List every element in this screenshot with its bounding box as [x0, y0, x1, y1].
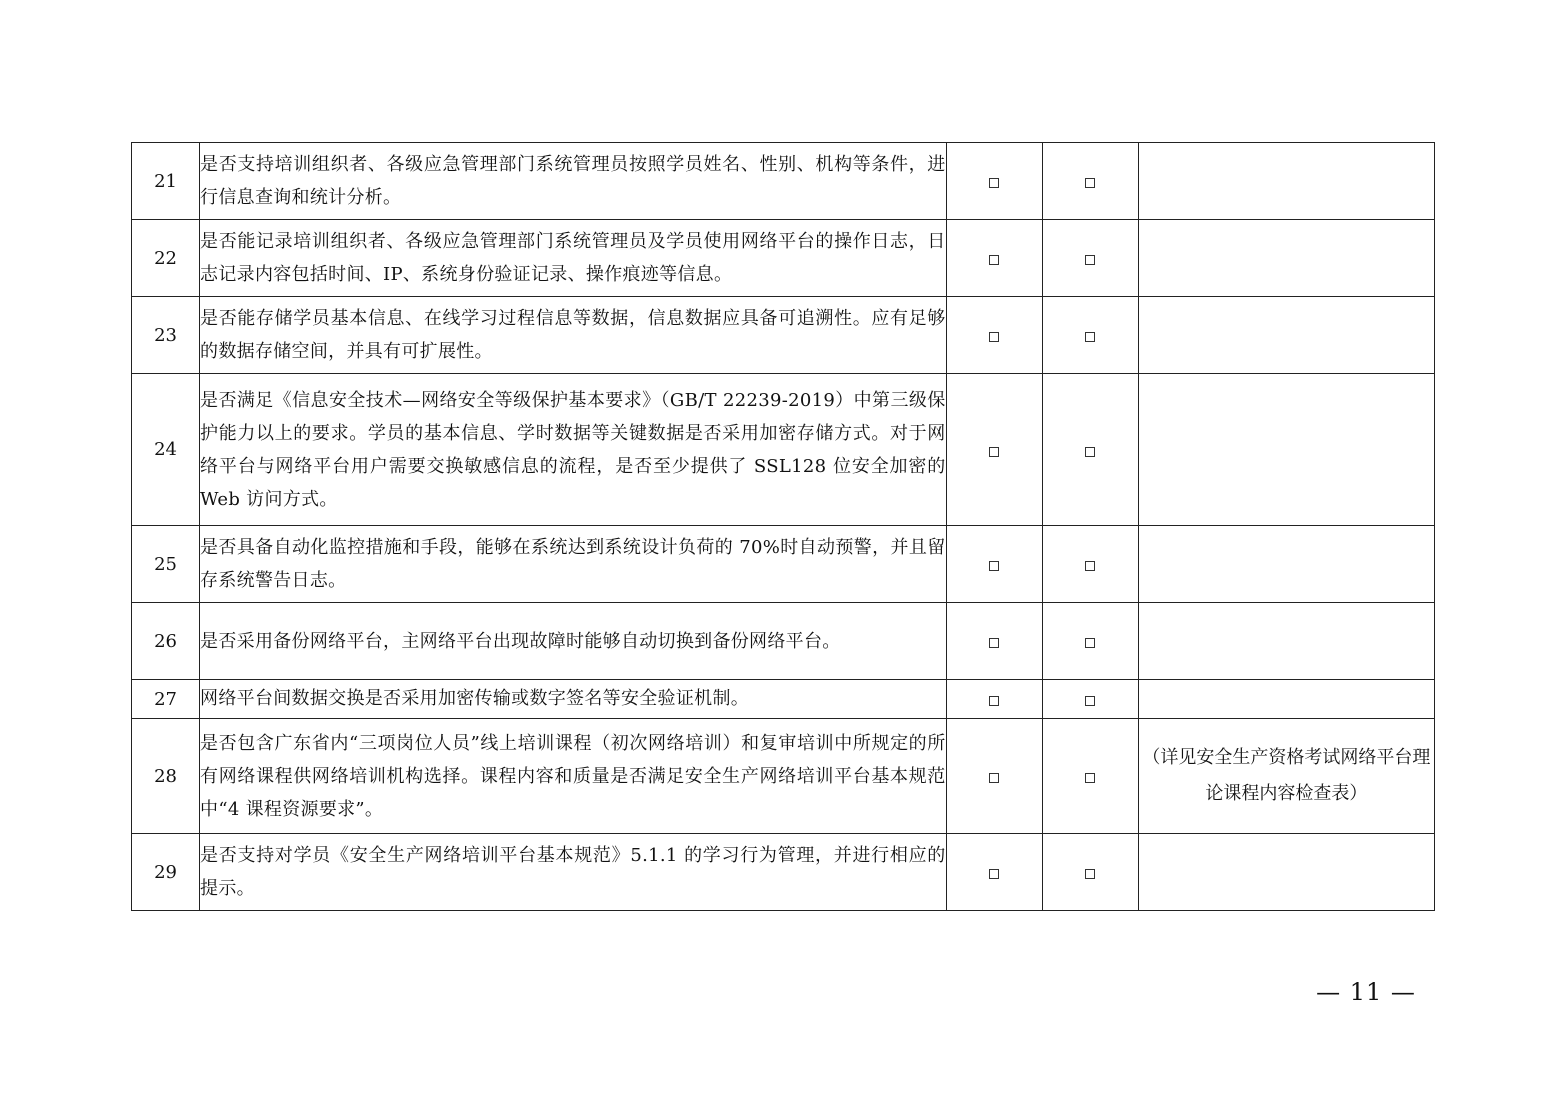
remarks-cell	[1138, 374, 1434, 526]
remarks-cell	[1138, 526, 1434, 603]
checkbox-cell-yes[interactable]	[946, 834, 1042, 911]
remarks-cell	[1138, 220, 1434, 297]
table-row	[132, 374, 1435, 526]
check-item-text: 是否包含广东省内“三项岗位人员”线上培训课程（初次网络培训）和复审培训中所规定的所有网络课程供网络培训机构选择。课程内容和质量是否满足安全生产网络培训平台基本规范中“4 课程资源要求”。	[200, 719, 947, 834]
check-item-text: 是否能存储学员基本信息、在线学习过程信息等数据，信息数据应具备可追溯性。应有足够的数据存储空间，并具有可扩展性。	[200, 297, 947, 374]
remarks-cell	[1138, 834, 1434, 911]
checkbox-cell-no[interactable]	[1042, 526, 1138, 603]
checkbox-cell-yes[interactable]	[946, 220, 1042, 297]
checkbox-cell-yes[interactable]	[946, 374, 1042, 526]
row-number: 27	[132, 680, 200, 719]
check-item-text: 是否满足《信息安全技术—网络安全等级保护基本要求》（GB/T 22239-2019）中第三级保护能力以上的要求。学员的基本信息、学时数据等关键数据是否采用加密存储方式。对于网络平台与网络平台用户需要交换敏感信息的流程，是否至少提供了 SSL128 位安全加密的 Web 访问方式。	[200, 374, 947, 526]
checkbox-icon[interactable]	[1085, 561, 1095, 571]
table-row	[132, 680, 1435, 719]
row-number: 21	[132, 143, 200, 220]
row-number: 29	[132, 834, 200, 911]
check-item-text: 是否能记录培训组织者、各级应急管理部门系统管理员及学员使用网络平台的操作日志，日志记录内容包括时间、IP、系统身份验证记录、操作痕迹等信息。	[200, 220, 947, 297]
row-number: 28	[132, 719, 200, 834]
checkbox-icon[interactable]	[989, 178, 999, 188]
checklist-table	[131, 142, 1435, 911]
check-item-text: 是否采用备份网络平台，主网络平台出现故障时能够自动切换到备份网络平台。	[200, 603, 947, 680]
table-row	[132, 297, 1435, 374]
table-row	[132, 603, 1435, 680]
check-item-text: 是否支持对学员《安全生产网络培训平台基本规范》5.1.1 的学习行为管理，并进行相应的提示。	[200, 834, 947, 911]
table-row	[132, 719, 1435, 834]
row-number: 24	[132, 374, 200, 526]
checkbox-cell-no[interactable]	[1042, 719, 1138, 834]
checkbox-cell-no[interactable]	[1042, 374, 1138, 526]
check-item-text: 是否支持培训组织者、各级应急管理部门系统管理员按照学员姓名、性别、机构等条件，进行信息查询和统计分析。	[200, 143, 947, 220]
checkbox-cell-no[interactable]	[1042, 220, 1138, 297]
checkbox-cell-no[interactable]	[1042, 603, 1138, 680]
checkbox-icon[interactable]	[1085, 255, 1095, 265]
row-number: 23	[132, 297, 200, 374]
remarks-cell	[1138, 603, 1434, 680]
table-row	[132, 526, 1435, 603]
remarks-cell	[1138, 297, 1434, 374]
checkbox-cell-yes[interactable]	[946, 297, 1042, 374]
checkbox-icon[interactable]	[989, 696, 999, 706]
table-row	[132, 220, 1435, 297]
checkbox-cell-yes[interactable]	[946, 526, 1042, 603]
checkbox-cell-yes[interactable]	[946, 719, 1042, 834]
checkbox-icon[interactable]	[1085, 638, 1095, 648]
checkbox-cell-yes[interactable]	[946, 680, 1042, 719]
checkbox-cell-no[interactable]	[1042, 680, 1138, 719]
checkbox-icon[interactable]	[1085, 696, 1095, 706]
row-number: 22	[132, 220, 200, 297]
check-item-text: 网络平台间数据交换是否采用加密传输或数字签名等安全验证机制。	[200, 680, 947, 719]
checkbox-cell-yes[interactable]	[946, 143, 1042, 220]
checkbox-icon[interactable]	[989, 255, 999, 265]
checkbox-cell-no[interactable]	[1042, 143, 1138, 220]
remarks-cell	[1138, 143, 1434, 220]
checkbox-icon[interactable]	[1085, 869, 1095, 879]
checkbox-icon[interactable]	[1085, 447, 1095, 457]
checkbox-icon[interactable]	[989, 869, 999, 879]
checkbox-cell-yes[interactable]	[946, 603, 1042, 680]
row-number: 25	[132, 526, 200, 603]
remarks-cell	[1138, 680, 1434, 719]
page-number: — 11 —	[1316, 978, 1416, 1006]
checkbox-icon[interactable]	[989, 638, 999, 648]
checkbox-icon[interactable]	[1085, 773, 1095, 783]
row-number: 26	[132, 603, 200, 680]
checkbox-icon[interactable]	[989, 447, 999, 457]
check-item-text: 是否具备自动化监控措施和手段，能够在系统达到系统设计负荷的 70%时自动预警，并且留存系统警告日志。	[200, 526, 947, 603]
checkbox-icon[interactable]	[989, 561, 999, 571]
table-row	[132, 834, 1435, 911]
remarks-cell: （详见安全生产资格考试网络平台理论课程内容检查表）	[1138, 719, 1434, 834]
checkbox-icon[interactable]	[1085, 178, 1095, 188]
checkbox-icon[interactable]	[1085, 332, 1095, 342]
checkbox-icon[interactable]	[989, 332, 999, 342]
checkbox-cell-no[interactable]	[1042, 834, 1138, 911]
table-row	[132, 143, 1435, 220]
checkbox-icon[interactable]	[989, 773, 999, 783]
checkbox-cell-no[interactable]	[1042, 297, 1138, 374]
